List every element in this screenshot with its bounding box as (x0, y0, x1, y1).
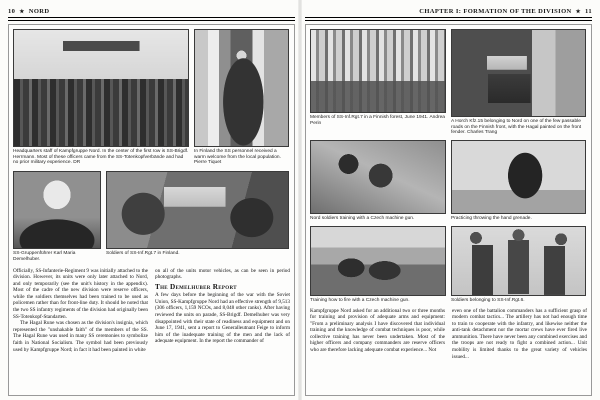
right-body-column-1 (310, 308, 445, 361)
section-heading-demelhuber-report: The Demelhuber Report (155, 282, 237, 291)
page-right (305, 0, 592, 400)
paragraph: A few days before the beginning of the war with the Soviet Union, SS-Kampfgruppe Nord had an effective strength of 9,513 (306 officers, 1,159 NCOs, and 8,048 other ranks). After having reviewed the units on parade, SS-Brigdf. Demelhuber was very disappointed with their state of readiness and equipment and on June 17, 1941, sent a report to Generalleutnant Feige to inform him of the inadequate training of the men and the lack of adequate equipment. In the report the commander of (155, 292, 290, 345)
paragraph: Officially, SS-Infanterie-Regiment 9 was initially attached to the division. However, its units were only later attached to Nord, and only temporarily (see the unit's history in the appendix). Most of the cadre of the new division were reserve officers, while the soldiers themselves had been trained to be used as policemen rather than for front-line duty. It should be noted that the two SS infantry regiments of the division had originally been SS-Totenkopf-Standarten. (13, 267, 148, 320)
caption-grenade-throw: Practicing throwing the hand grenade. (451, 216, 532, 222)
photo-soldiers-car (106, 171, 289, 249)
photo-rgt6-soldiers (451, 226, 586, 296)
photo-demelhuber-portrait (13, 171, 101, 249)
figure-finland-welcome (194, 29, 289, 166)
figure-grenade-throw (451, 140, 586, 222)
paragraph: The Hagal Rune was chosen as the division's insignia, which represented the "unshakable faith" of the members of the SS. The Hagal Rune was used in many SS ceremonies to symbolize faith in National Socialism. The symbol had been previously used by Kampfgruppe Nord; in fact it had been painted in white (13, 320, 148, 353)
caption-czech-mg-training: Nord soldiers training with a Czech machine gun. (310, 216, 415, 222)
paragraph: on all of the units motor vehicles, as can be seen in period photographs. (155, 267, 290, 281)
right-running-header (305, 7, 592, 16)
left-photo-row-1 (13, 29, 290, 166)
figure-rgt6-soldiers (451, 226, 586, 304)
page-left (8, 0, 295, 400)
right-photo-row-3 (310, 226, 587, 304)
caption-finnish-forest: Members of SS-Inf.Rgt.7 in a Finnish forest, June 1941. Andrea Perin (310, 115, 445, 126)
right-body-column-2 (452, 308, 587, 361)
figure-finnish-forest (310, 29, 446, 136)
figure-soldiers-car (106, 171, 289, 262)
caption-czech-mg-firing: Training how to fire with a Czech machine gun. (310, 297, 410, 303)
photo-finland-welcome (194, 29, 289, 147)
caption-finland-welcome: In Finland the SS personnel received a warm welcome from the local population. Pierre Tiquet (194, 149, 281, 166)
figure-czech-mg-firing (310, 226, 446, 304)
right-body-text (310, 308, 587, 361)
right-page-number: 11 (585, 8, 592, 15)
left-photo-row-2 (13, 171, 290, 262)
figure-horch-truck (451, 29, 586, 136)
caption-soldiers-car: Soldiers of SS-Inf.Rgt.7 in Finland. (106, 251, 180, 257)
caption-horch-truck: A Horch Kfz.15 belonging to Nord on one of the few passable roads on the Finnish front, with the Hagal painted on the front fender. Charles Trang (451, 119, 582, 136)
photo-grenade-throw (451, 140, 586, 214)
left-body-column-2 (155, 268, 290, 354)
left-body-text (13, 268, 290, 354)
figure-hq-staff (13, 29, 189, 166)
paragraph: even one of the battalion commanders has a sufficient grasp of modern combat tactics... The artillery has not had enough time to train to cooperate with the infantry, and likewise neither the anti-tank detachment nor the mortar crews have ever fired live ammunition. There have never been any combined exercises and the troops are not ready to fight a combined action... Unit mobility is limited thanks to the great variety of vehicles issued... (452, 307, 587, 360)
photo-finnish-forest (310, 29, 446, 113)
left-body-column-1 (13, 268, 148, 354)
caption-hq-staff: Headquarters staff of Kampfgruppe Nord. In the center of the first row is SS-Brigdf. Herrmann. Most of these officers came from the SS-Totenkopfverbände and had no prior military experience. DR (13, 149, 189, 166)
paragraph: Kampfgruppe Nord asked for an additional two or three months for training and provision of adequate arms and equipment: "From a preliminary analysis I have discovered that individual training and the knowledge of combat techniques is poor, while collective training has never been undertaken. Most of the higher officers and company commanders are reserve officers who are therefore lacking adequate combat experience... Not (310, 307, 445, 354)
photo-hq-staff (13, 29, 189, 147)
left-running-header (8, 7, 295, 16)
photo-horch-truck (451, 29, 586, 117)
caption-demelhuber-portrait: SS-Gruppenführer Karl Maria Demelhuber. (13, 251, 76, 262)
left-content-frame (8, 24, 295, 396)
photo-czech-mg-training (310, 140, 446, 214)
photo-czech-mg-firing (310, 226, 446, 296)
header-separator-icon: ★ (19, 9, 25, 15)
header-rule (8, 17, 295, 21)
header-separator-icon: ★ (575, 9, 582, 15)
header-rule (305, 17, 592, 21)
page-gutter (298, 0, 302, 400)
figure-czech-mg-training (310, 140, 446, 222)
right-photo-row-2 (310, 140, 587, 222)
left-header-title: NORD (28, 8, 50, 15)
right-header-chapter: CHAPTER I: FORMATION OF THE DIVISION (419, 8, 572, 15)
caption-rgt6-soldiers: Soldiers belonging to SS-Inf.Rgt.6. (451, 297, 525, 303)
right-content-frame (305, 24, 592, 396)
left-page-number: 10 (8, 8, 16, 15)
right-photo-row-1 (310, 29, 587, 136)
figure-demelhuber-portrait (13, 171, 101, 262)
